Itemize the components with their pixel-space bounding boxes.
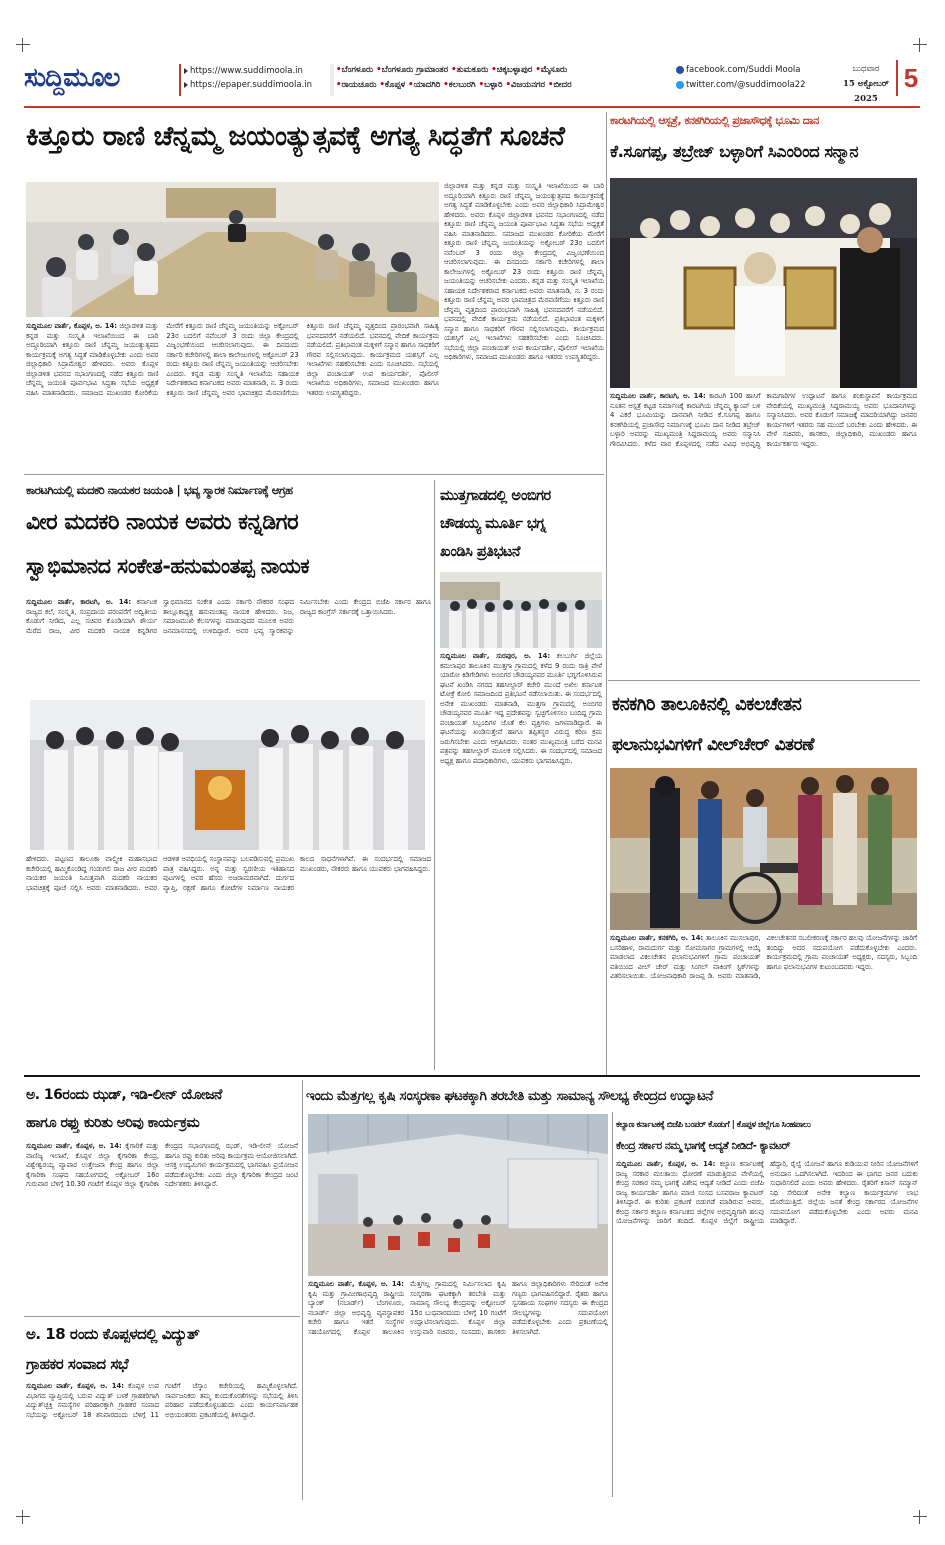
article1-text-continued: ಜಿಲ್ಲಾಡಳಿತ ಮತ್ತು ಕನ್ನಡ ಮತ್ತು ಸಂಸ್ಕೃತಿ ಇಲಾಖೆಯಿಂದ ಈ ಬಾರಿ ಅದ್ದೂರಿಯಾಗಿ ಕಿತ್ತೂರು ರಾಣಿ ಚೆನ್ನಮ್ಮ ಜಯಂತ್ಯುತ್ಸವದ ಕಾರ್ಯಕ್ರಮಕ್ಕೆ ಅಗತ್ಯ ಸಿದ್ಧತೆ ಮಾಡಿಕೊಳ್ಳಬೇಕು ಎಂದು ಅಪರ ಜಿಲ್ಲಾಧಿಕಾರಿ ಸಿದ್ರಾಮೇಶ್ವರ ಹೇಳಿದರು. ಅವರು ಕೊಪ್ಪಳ ಜಿಲ್ಲಾಡಳಿತ ಭವನದ ಸಭಾಂಗಣದಲ್ಲಿ ನಡೆದ ಕಿತ್ತೂರು ರಾಣಿ ಚೆನ್ನಮ್ಮ ಜಯಂತಿ ಪೂರ್ವಭಾವಿ ಸಿದ್ಧತಾ ಸಭೆಯ ಅಧ್ಯಕ್ಷತೆ ವಹಿಸಿ ಮಾತನಾಡಿದರು. ಸಮಾಜದ ಮುಖಂಡರ ಕೋರಿಕೆಯ ಮೇರೆಗೆ ಕಿತ್ತೂರು ರಾಣಿ ಚೆನ್ನಮ್ಮ ಜಯಂತಿಯನ್ನು ಅಕ್ಟೋಬರ್ 23ರ ಬದಲಿಗೆ ನವೆಂಬರ್ 3 ರಂದು ಜಿಲ್ಲಾ ಕೇಂದ್ರದಲ್ಲಿ ವಿಜೃಂಭಣೆಯಿಂದ ಆಚರಿಸಲಾಗುವುದು. ಈ ದಿನದಂದು ಸರ್ಕಾರಿ ಕಚೇರಿಗಳಲ್ಲಿ ಶಾಲಾ ಕಾಲೇಜುಗಳಲ್ಲಿ ಅಕ್ಟೋಬರ್ 23 ರಂದು ಕಿತ್ತೂರು ರಾಣಿ ಚೆನ್ನಮ್ಮ ಜಯಂತಿಯನ್ನು ಆಚರಿಸಬೇಕು ಎಂದರು. ಕನ್ನಡ ಮತ್ತು ಸಂಸ್ಕೃತಿ ಇಲಾಖೆಯ ಸಹಾಯಕ ನಿರ್ದೇಶಕರಾದ ಕರ್ನಾಟಕದ ಅವರು ಮಾತನಾಡಿ, ನ. 3 ರಂದು ಕಿತ್ತೂರು ರಾಣಿ ಚೆನ್ನಮ್ಮ ಅವರ ಭಾವಚಿತ್ರದ ಮೆರವಣಿಗೆಯು ಕಿತ್ತೂರು ರಾಣಿ ಚೆನ್ನಮ್ಮ ವೃತ್ತದಿಂದ ಪ್ರಾರಂಭವಾಗಿ ಸಾಹಿತ್ಯ ಭವನದವರೆಗೆ ನಡೆಯಲಿದೆ. ಭವನದಲ್ಲಿ ವೇದಿಕೆ ಕಾರ್ಯಕ್ರಮ ನಡೆಯಲಿದೆ. ಪ್ರತಿಭಾವಂತ ಮಕ್ಕಳಿಗೆ ಸನ್ಮಾನ ಹಾಗೂ ಸಾಧಕರಿಗೆ ಗೌರವ ಸಲ್ಲಿಸಲಾಗುವುದು. ಕಾರ್ಯಕ್ರಮದ ಯಶಸ್ಸಿಗೆ ಎಲ್ಲ ಇಲಾಖೆಗಳು ಸಹಕರಿಸಬೇಕು ಎಂದು ಸೂಚಿಸಿದರು. ಸಭೆಯಲ್ಲಿ ಜಿಲ್ಲಾ ಪಂಚಾಯತ್ ಉಪ ಕಾರ್ಯದರ್ಶಿ, ಪೊಲೀಸ್ ಇಲಾಖೆಯ ಅಧಿಕಾರಿಗಳು, ಸಮಾಜದ ಮುಖಂಡರು ಹಾಗೂ ಇತರರು ಉಪಸ್ಥಿತರಿದ್ದರು. (444, 182, 604, 361)
article6-body (26, 1142, 298, 1310)
article2-dateline: ಸುದ್ದಿಮೂಲ ವಾರ್ತೆ, ಕಾರಟಗಿ, ಅ. 14: (610, 392, 706, 400)
article2-text: ಕಾರಟಗಿ 100 ಹಾಸಿಗೆ ನೂತನ ಆಸ್ಪತ್ರೆ ಕಟ್ಟಡ ನಿರ್ಮಾಣಕ್ಕೆ ಕಾರಟಗಿಯ ಚೆನ್ನಮ್ಮ ಕ್ಯಾಂಪ್ ಬಳಿ 4 ಎಕರೆ ಭೂಮಿಯನ್ನು ದಾನವಾಗಿ ನೀಡಿದ ಕೆ.ಸೂಗಪ್ಪ ಹಾಗೂ ಕನಕಗಿರಿಯಲ್ಲಿ ಪ್ರಜಾಸೌಧ ನಿರ್ಮಾಣಕ್ಕೆ ಭೂಮಿ ದಾನ ನೀಡಿದ ತಬ್ರೇಜ್ ಬಳ್ಳಾರಿ ಅವರನ್ನು ಮುಖ್ಯಮಂತ್ರಿ ಸಿದ್ದರಾಮಯ್ಯ ಅವರು ಸನ್ಮಾನಿಸಿ ಗೌರವಿಸಿದರು. ಕಳೆದ ವಾರ ಕೊಪ್ಪಳದಲ್ಲಿ ನಡೆದ ವಿವಿಧ ಅಭಿವೃದ್ಧಿ ಕಾಮಗಾರಿಗಳ ಉದ್ಘಾಟನೆ ಹಾಗೂ ಶಂಕುಸ್ಥಾಪನೆ ಕಾರ್ಯಕ್ರಮದ ವೇದಿಕೆಯಲ್ಲಿ ಮುಖ್ಯಮಂತ್ರಿ ಸಿದ್ದರಾಮಯ್ಯ ಅವರು ಭೂದಾನಿಗಳನ್ನು ಸನ್ಮಾನಿಸಿದರು. ಅವರ ಕೊಡುಗೆ ಸಮಾಜಕ್ಕೆ ಮಾದರಿಯಾಗಿದ್ದು ಜನಪರ ಕಾರ್ಯಗಳಿಗೆ ಇತರರು ಸಹ ಮುಂದೆ ಬರಬೇಕು ಎಂದು ಹೇಳಿದರು. ಈ ವೇಳೆ ಸಚಿವರು, ಶಾಸಕರು, ಜಿಲ್ಲಾಧಿಕಾರಿ, ಮುಖಂಡರು ಹಾಗೂ ಕಾರ್ಯಕರ್ತರು ಇದ್ದರು. (610, 392, 917, 448)
article3-headline-line2: ಸ್ವಾಭಿಮಾನದ ಸಂಕೇತ-ಹನುಮಂತಪ್ಪ ನಾಯಕ (26, 554, 310, 578)
article6-headline-line2: ಹಾಗೂ ರಫ್ತು ಕುರಿತು ಅರಿವು ಕಾರ್ಯಕ್ರಮ (26, 1115, 200, 1131)
article1-body-right (444, 182, 604, 467)
facebook-icon (676, 66, 684, 74)
district-row-2: •ರಾಯಚೂರು •ಕೊಪ್ಪಳ •ಯಾದಗಿರಿ •ಕಲಬುರಗಿ •ಬಳ್ಳಾರಿ •ವಿಜಯನಗರ •ಬೀದರ (336, 80, 572, 90)
logo-divider (179, 64, 181, 96)
article7-dateline: ಸುದ್ದಿಮೂಲ ವಾರ್ತೆ, ಕೊಪ್ಪಳ, ಅ. 14: (26, 1382, 124, 1390)
registration-mark (913, 1510, 927, 1524)
processing-centre-photo (308, 1114, 608, 1276)
twitter-link[interactable]: twitter.com/@suddimoola22 (676, 78, 838, 93)
article7-text: ಕೊಪ್ಪಳ ಉಪ ವಿಭಾಗದ ವ್ಯಾಪ್ತಿಯಲ್ಲಿ ಬರುವ ವಿದ್ಯುತ್ ಬಳಕೆ ಗ್ರಾಹಕರಿಗಾಗಿ ವಿದ್ಯುತ್‌ಚ್ಛಕ್ತಿ ಸಮಸ್ಯೆಗಳ ಪರಿಹಾರಕ್ಕಾಗಿ ಗ್ರಾಹಕರ ಸಂವಾದ ಸಭೆಯನ್ನು ಅಕ್ಟೋಬರ್ 18 ಶನಿವಾರದಂದು ಬೆಳಿಗ್ಗೆ 11 ಗಂಟೆಗೆ ಜೆಸ್ಕಾಂ ಕಚೇರಿಯಲ್ಲಿ ಹಮ್ಮಿಕೊಳ್ಳಲಾಗಿದೆ. ಸಾರ್ವಜನಿಕರು ತಮ್ಮ ಕುಂದುಕೊರತೆಗಳನ್ನು ಸಭೆಯಲ್ಲಿ ತಿಳಿಸಿ ಪರಿಹಾರ ಪಡೆದುಕೊಳ್ಳಬಹುದು ಎಂದು ಕಾರ್ಯನಿರ್ವಾಹಕ ಅಭಿಯಂತರರು ಪ್ರಕಟಣೆಯಲ್ಲಿ ತಿಳಿಸಿದ್ದಾರೆ. (26, 1382, 298, 1419)
article3-text-bottom: ಹೇಳಿದರು. ಪಟ್ಟಣದ ತಾಲೂಕಾ ವಾಲ್ಮೀಕಿ ಮಹಾಸಭಾದ ಕಚೇರಿಯಲ್ಲಿ ಹಮ್ಮಿಕೊಂಡಿದ್ದ ಗಂಡುಗಲಿ ರಾಜ ವೀರ ಮದಕರಿ ನಾಯಕರ ಜಯಂತಿ ನಿಮಿತ್ತವಾಗಿ ಮದಕರಿ ನಾಯಕರ ಭಾವಚಿತ್ರಕ್ಕೆ ಪೂಜೆ ಸಲ್ಲಿಸಿ ಅವರು ಮಾತನಾಡಿದರು. ಅವರ ಆಡಳಿತ ಅವಧಿಯಲ್ಲಿ ಸಂಸ್ಥಾನವನ್ನು ಬಲಪಡಿಸುವಲ್ಲಿ ಪ್ರಮುಖ ಪಾತ್ರ ವಹಿಸಿದ್ದರು. ಅನ್ನ ಮತ್ತು ಸ್ವರಣೀಯ ಇತಿಹಾಸದ ಪುಟಗಳಲ್ಲಿ ಅವರ ಹೆಸರು ಅಜರಾಮರವಾಗಿದೆ. ದುರ್ಗದ ವ್ಯಾಪ್ತಿ, ರಕ್ಷಣೆ ಹಾಗೂ ಕೋಟೆಗಳ ನಿರ್ಮಾಣ ನಾಯಕರ ಕಾಲದ ಸಾಧನೆಗಳಾಗಿವೆ. ಈ ಸಂದರ್ಭದಲ್ಲಿ ಸಮಾಜದ ಮುಖಂಡರು, ನೌಕರರು ಹಾಗೂ ಯುವಕರು ಭಾಗವಹಿಸಿದ್ದರು. (26, 855, 431, 892)
article4-headline-line1: ಮುತ್ತಗಾಡದಲ್ಲಿ ಅಂಬಿಗರ (440, 488, 551, 504)
article8-text: ಕೃಷಿ ಮತ್ತು ಗ್ರಾಮೀಣಾಭಿವೃದ್ಧಿ ರಾಷ್ಟ್ರೀಯ ಬ್ಯಾಂಕ್ (ನಬಾರ್ಡ್) ಬೆಂಗಳೂರು, ನಬಾರ್ಡ್ ಜಿಲ್ಲಾ ಅಭಿವೃದ್ಧಿ ವ್ಯವಸ್ಥಾಪಕರ ಕಚೇರಿ ಹಾಗೂ ಇತರೆ ಸಂಸ್ಥೆಗಳ ಸಹಯೋಗದಲ್ಲಿ ಕೊಪ್ಪಳ ತಾಲೂಕಿನ ಮೆತ್ತಗಲ್ಲ ಗ್ರಾಮದಲ್ಲಿ ನಿರ್ಮಿಸಲಾದ ಕೃಷಿ ಸಂಸ್ಕರಣಾ ಘಟಕಕ್ಕಾಗಿ ತರಬೇತಿ ಮತ್ತು ಸಾಮಾನ್ಯ ಸೌಲಭ್ಯ ಕೇಂದ್ರವನ್ನು ಅಕ್ಟೋಬರ್ 15ರ ಬುಧವಾರದಂದು ಬೆಳಿಗ್ಗೆ 10 ಗಂಟೆಗೆ ಉದ್ಘಾಟಿಸಲಾಗುವುದು. ಕೊಪ್ಪಳ ಜಿಲ್ಲಾ ಉಸ್ತುವಾರಿ ಸಚಿವರು, ಸಂಸದರು, ಶಾಸಕರು ಹಾಗೂ ಜಿಲ್ಲಾಧಿಕಾರಿಗಳು ಸೇರಿದಂತೆ ಅನೇಕ ಗಣ್ಯರು ಭಾಗವಹಿಸಲಿದ್ದಾರೆ. ರೈತರು ಹಾಗೂ ಸ್ವಸಹಾಯ ಸಂಘಗಳ ಸದಸ್ಯರು ಈ ಕೇಂದ್ರದ ಸೌಲಭ್ಯಗಳನ್ನು ಸದುಪಯೋಗ ಪಡೆದುಕೊಳ್ಳಬೇಕು ಎಂದು ಪ್ರಕಟಣೆಯಲ್ಲಿ ತಿಳಿಸಲಾಗಿದೆ. (308, 1280, 608, 1336)
epaper-link[interactable]: https://epaper.suddimoola.in (184, 78, 334, 92)
divider (330, 64, 334, 96)
meeting-photo (26, 182, 439, 317)
article1-body (26, 322, 439, 467)
article2-body (610, 392, 917, 674)
article3-body-top (26, 598, 431, 696)
article4-headline-line3: ಖಂಡಿಸಿ ಪ್ರತಿಭಟನೆ (440, 544, 520, 560)
article4-text: ಕಲಬುರ್ಗಿ ಜಿಲ್ಲೆಯ ಕಮಲಾಪುರ ತಾಲೂಕಿನ ಮುತ್ತಗಾ ಗ್ರಾಮದಲ್ಲಿ ಕಳೆದ 9 ರಂದು ರಾತ್ರಿ ವೇಳೆ ಯಾರೋ ಕಿಡಿಗೇಡಿಗಳು ಅಂಬಿಗರ ಚೌಡಯ್ಯನವರ ಮೂರ್ತಿ ಭಗ್ನಗೊಳಿಸಿರುವ ಘಟನೆ ಖಂಡಿಸಿ ನಗರದ ತಹಸೀಲ್ದಾರ್ ಕಚೇರಿ ಮುಂದೆ ಅಖಿಲ ಕರ್ನಾಟಕ ಟೋಕ್ರೆ ಕೋಲಿ ಸಮಾಜದಿಂದ ಪ್ರತಿಭಟನೆ ನಡೆಸಲಾಯಿತು. ಈ ಸಂದರ್ಭದಲ್ಲಿ ಅನೇಕ ಮುಖಂಡರು ಮಾತನಾಡಿ, ಮುತ್ತಗಾ ಗ್ರಾಮದಲ್ಲಿ ಅಂಬಿಗರ ಚೌಡಯ್ಯನವರ ಮೂರ್ತಿ ಇದ್ದ ಪ್ರದೇಶವನ್ನು ಸ್ವಚ್ಛಗೊಳಿಸಲು ಬಂದಿದ್ದ ಗ್ರಾಮ ಪಂಚಾಯತ್ ಸಿಬ್ಬಂದಿಗಳ ಜೊತೆ ಕೆಲ ವ್ಯಕ್ತಿಗಳು ಜಗಳವಾಡಿದ್ದಾರೆ. ಈ ಘಟನೆಯನ್ನು ಖಂಡಿಸುತ್ತೇವೆ ಹಾಗೂ ತಪ್ಪಿತಸ್ಥರ ವಿರುದ್ಧ ಕಠಿಣ ಕ್ರಮ ಜರುಗಿಸಬೇಕು ಎಂದು ಆಗ್ರಹಿಸಿದರು. ನಂತರ ಮುಖ್ಯಮಂತ್ರಿ ಬರೆದ ಮನವಿ ಪತ್ರವನ್ನು ತಹಸೀಲ್ದಾರ್ ಮೂಲಕ ಸಲ್ಲಿಸಿದರು. ಈ ಸಂದರ್ಭದಲ್ಲಿ ಸಮಾಜದ ಅಧ್ಯಕ್ಷ ಹಾಗೂ ಪದಾಧಿಕಾರಿಗಳು, ಯುವಕರು ಭಾಗವಹಿಸಿದ್ದರು. (440, 652, 602, 765)
article9-headline-line2: ಕೇಂದ್ರ ಸರ್ಕಾರ ನಮ್ಮ ಭಾಗಕ್ಕೆ ಆದ್ಯತೆ ನೀಡಿದೆ- ಕ್ಯಾವಟರ್ (616, 1140, 791, 1152)
divider (896, 60, 898, 96)
section-rule (24, 1075, 920, 1077)
facebook-link[interactable]: facebook.com/Suddi Moola (676, 63, 838, 78)
article3-kicker: ಕಾರಟಗಿಯಲ್ಲಿ ಮದಕರಿ ನಾಯಕರ ಜಯಂತಿ | ಭವ್ಯ ಸ್ಮಾರಕ ನಿರ್ಮಾಣಕ್ಕೆ ಆಗ್ರಹ (26, 483, 293, 497)
column-rule (434, 480, 435, 1070)
protest-photo (440, 572, 602, 648)
article7-headline-line1: ಅ. 18 ರಂದು ಕೊಪ್ಪಳದಲ್ಲಿ ವಿದ್ಯುತ್ (26, 1325, 200, 1343)
article5-headline-line2: ಫಲಾನುಭವಿಗಳಿಗೆ ವೀಲ್‌ಚೇರ್ ವಿತರಣೆ (612, 735, 814, 755)
article9-headline-line1: ಕಲ್ಯಾಣ ಕರ್ನಾಟಕಕ್ಕೆ ಬಿಜೆಪಿ ಬಂಪರ್ ಕೊಡುಗೆ | ಕೊಪ್ಪಳ ಜಿಲ್ಲೆಗೂ ಸಿಂಹಪಾಲು (616, 1120, 811, 1130)
article9-text: ಕಲ್ಯಾಣ ಕರ್ನಾಟಕಕ್ಕೆ ರಾಜ್ಯ ಸರಕಾರ ಮಲತಾಯಿ ಧೋರಣೆ ಮಾಡುತ್ತಿರುವ ವೇಳೆಯಲ್ಲಿ ಕೇಂದ್ರ ಸರಕಾರ ನಮ್ಮ ಭಾಗಕ್ಕೆ ವಿಶೇಷ ಆದ್ಯತೆ ನೀಡಿದೆ ಎಂದು ಬಿಜೆಪಿ ರಾಜ್ಯ ಕಾರ್ಯದರ್ಶಿ ಹಾಗೂ ಮಾಜಿ ಸಂಸದ ಬಸವರಾಜ ಕ್ಯಾವಟರ್ ತಿಳಿಸಿದ್ದಾರೆ. ಈ ಕುರಿತು ಪ್ರಕಟಣೆ ಬಿಡುಗಡೆ ಮಾಡಿರುವ ಅವರು, ಕೇಂದ್ರ ಸರ್ಕಾರ ಕಲ್ಯಾಣ ಕರ್ನಾಟಕದ ಜಿಲ್ಲೆಗಳ ಅಭಿವೃದ್ಧಿಗಾಗಿ ಹಲವು ಯೋಜನೆಗಳನ್ನು ಜಾರಿಗೆ ತಂದಿದೆ. ಕೊಪ್ಪಳ ಜಿಲ್ಲೆಗೆ ರಾಷ್ಟ್ರೀಯ ಹೆದ್ದಾರಿ, ರೈಲ್ವೆ ಯೋಜನೆ ಹಾಗೂ ಕುಡಿಯುವ ನೀರಿನ ಯೋಜನೆಗಳಿಗೆ ಅನುದಾನ ಒದಗಿಸಲಾಗಿದೆ. ಇದರಿಂದ ಈ ಭಾಗದ ಜನರ ಬದುಕು ಸುಧಾರಿಸಲಿದೆ ಎಂದು ಅವರು ಹೇಳಿದರು. ರೈತರಿಗೆ ಕಿಸಾನ್ ಸಮ್ಮಾನ್ ನಿಧಿ ಸೇರಿದಂತೆ ಅನೇಕ ಕಲ್ಯಾಣ ಕಾರ್ಯಕ್ರಮಗಳ ಲಾಭ ದೊರೆಯುತ್ತಿದೆ. ಜಿಲ್ಲೆಯ ಜನತೆ ಕೇಂದ್ರ ಸರ್ಕಾರದ ಯೋಜನೆಗಳ ಸದುಪಯೋಗ ಪಡೆದುಕೊಳ್ಳಬೇಕು ಎಂದು ಅವರು ಮನವಿ ಮಾಡಿದ್ದಾರೆ. (616, 1160, 918, 1225)
article7-body (26, 1382, 298, 1494)
section-rule (608, 680, 920, 681)
article1-dateline: ಸುದ್ದಿಮೂಲ ವಾರ್ತೆ, ಕೊಪ್ಪಳ, ಅ. 14: (26, 322, 117, 330)
weekday: ಬುಧವಾರ (852, 64, 880, 74)
jayanti-group-photo (30, 700, 425, 850)
section-rule (24, 474, 604, 475)
registration-mark (913, 38, 927, 52)
masthead-rule (24, 106, 920, 108)
date-block (830, 62, 902, 107)
website-link[interactable]: https://www.suddimoola.in (184, 64, 334, 78)
article8-dateline: ಸುದ್ದಿಮೂಲ ವಾರ್ತೆ, ಕೊಪ್ಪಳ, ಅ. 14: (308, 1280, 404, 1288)
article4-dateline: ಸುದ್ದಿಮೂಲ ವಾರ್ತೆ, ಸುರಪುರ, ಅ. 14: (440, 652, 551, 660)
column-rule (302, 1080, 303, 1500)
article5-headline-line1: ಕನಕಗಿರಿ ತಾಲೂಕಿನಲ್ಲಿ ವಿಕಲಚೇತನ (612, 694, 802, 715)
date: 15 ಅಕ್ಟೋಬರ್ 2025 (842, 79, 890, 104)
article6-text: ಕೈಗಾರಿಕೆ ಮತ್ತು ವಾಣಿಜ್ಯ ಇಲಾಖೆ, ಕೊಪ್ಪಳ ಜಿಲ್ಲಾ ಕೈಗಾರಿಕಾ ಕೇಂದ್ರ, ವಿಶ್ವೇಶ್ವರಯ್ಯ ವ್ಯಾಪಾರ ಉತ್ತೇಜನಾ ಕೇಂದ್ರ ಹಾಗೂ ಜಿಲ್ಲಾ ಕೈಗಾರಿಕಾ ಸಂಘದ ಸಹಯೋಗದಲ್ಲಿ ಅಕ್ಟೋಬರ್ 16ರ ಗುರುವಾರ ಬೆಳಿಗ್ಗೆ 10.30 ಗಂಟೆಗೆ ಕೊಪ್ಪಳ ಜಿಲ್ಲಾ ಕೈಗಾರಿಕಾ ಕೇಂದ್ರದ ಸಭಾಂಗಣದಲ್ಲಿ ಝಡ್, ಇಡಿ-ಲೀನ್ ಯೋಜನೆ ಹಾಗೂ ರಫ್ತು ಕುರಿತು ಅರಿವು ಕಾರ್ಯಕ್ರಮ ಆಯೋಜಿಸಲಾಗಿದೆ. ಆಸಕ್ತ ಉದ್ಯಮಿಗಳು ಕಾರ್ಯಕ್ರಮದಲ್ಲಿ ಭಾಗವಹಿಸಿ ಪ್ರಯೋಜನ ಪಡೆದುಕೊಳ್ಳಬೇಕು ಎಂದು ಜಿಲ್ಲಾ ಕೈಗಾರಿಕಾ ಕೇಂದ್ರದ ಜಂಟಿ ನಿರ್ದೇಶಕರು ತಿಳಿಸಿದ್ದಾರೆ. (26, 1142, 298, 1188)
district-row-1: •ಬೆಂಗಳೂರು •ಬೆಂಗಳೂರು ಗ್ರಾಮಾಂತರ •ತುಮಕೂರು •ಚಿಕ್ಕಬಳ್ಳಾಪುರ •ಮೈಸೂರು (336, 65, 568, 75)
article9-dateline: ಸುದ್ದಿಮೂಲ ವಾರ್ತೆ, ಕೊಪ್ಪಳ, ಅ. 14: (616, 1160, 716, 1168)
article3-dateline: ಸುದ್ದಿಮೂಲ ವಾರ್ತೆ, ಕಾರಟಗಿ, ಅ. 14: (26, 598, 132, 606)
article8-headline: ಇಂದು ಮೆತ್ತಗಲ್ಲ ಕೃಷಿ ಸಂಸ್ಕರಣಾ ಘಟಕಕ್ಕಾಗಿ ತರಬೇತಿ ಮತ್ತು ಸಾಮಾನ್ಯ ಸೌಲಭ್ಯ ಕೇಂದ್ರದ ಉದ್ಘಾಟನೆ (306, 1088, 713, 1104)
article5-body (610, 934, 917, 1072)
article5-dateline: ಸುದ್ದಿಮೂಲ ವಾರ್ತೆ, ಕನಕಗಿರಿ, ಅ. 14: (610, 934, 704, 942)
registration-mark (16, 1510, 30, 1524)
wheelchair-distribution-photo (610, 768, 917, 930)
registration-mark (16, 38, 30, 52)
masthead (24, 58, 920, 102)
column-rule (612, 1112, 613, 1497)
article3-body-bottom (26, 855, 431, 1067)
article6-dateline: ಸುದ್ದಿಮೂಲ ವಾರ್ತೆ, ಕೊಪ್ಪಳ, ಅ. 14: (26, 1142, 122, 1150)
article4-body (440, 652, 602, 1067)
article2-kicker: ಕಾರಟಗಿಯಲ್ಲಿ ಆಸ್ಪತ್ರೆ, ಕನಕಗಿರಿಯಲ್ಲಿ ಪ್ರಜಾಸೌಧಕ್ಕೆ ಭೂಮಿ ದಾನ (610, 114, 819, 127)
article3-text-top: ಕರ್ನಾಟಕ ರಾಜ್ಯದ ಕಲೆ, ಸಂಸ್ಕೃತಿ, ಸಂಪ್ರದಾಯ ಪರಂಪರೆಗೆ ಅದ್ವಿತೀಯ ಕೊಡುಗೆ ನೀಡಿದ, ಎಲ್ಲ ಸಚಿವರ ಕೊಂಡಿಯಾಗಿ ಶೌರ್ಯ ಮೆರೆದ ರಾಜ, ವೀರ ಮದಕರಿ ನಾಯಕ ಕನ್ನಡಿಗರ ಸ್ವಾಭಿಮಾನದ ಸಂಕೇತ ಎಂದು ಸರ್ಕಾರಿ ನೌಕರರ ಸಂಘದ ತಾಲ್ಲೂಕಾಧ್ಯಕ್ಷ ಹನುಮಂತಪ್ಪ ನಾಯಕ ಹೇಳಿದರು. ನಿಜ, ಸಮಾಜಮುಖಿ ಕೆಲಸಗಳನ್ನು ಮಾಡುವುದರ ಮೂಲಕ ಅವರು ಜನಮಾನಸದಲ್ಲಿ ಉಳಿದಿದ್ದಾರೆ. ಅವರ ಭವ್ಯ ಸ್ಮಾರಕವನ್ನು ನಿರ್ಮಿಸಬೇಕು ಎಂದು ಕೇಂದ್ರದ ಬಿಜೆಪಿ ಸರ್ಕಾರ ಹಾಗೂ ರಾಜ್ಯದ ಕಾಂಗ್ರೆಸ್ ಸರ್ಕಾರಕ್ಕೆ ಒತ್ತಾಯಿಸಿದರು. (26, 598, 431, 635)
social-links (676, 63, 838, 93)
district-list (336, 63, 696, 93)
twitter-icon (676, 81, 684, 89)
logo: ಸುದ್ದಿಮೂಲ (24, 63, 120, 93)
article9-body (616, 1160, 918, 1495)
felicitation-photo (610, 178, 917, 388)
article5-text: ತಾಲೂಕಿನ ಮುಸಲಾಪುರ, ಬಸರಿಹಾಳ, ರಾಮದುರ್ಗ ಮತ್ತು ಸೋಮಸಾಗರ ಗ್ರಾಮಗಳಲ್ಲಿ ಆಯ್ಕೆ ಮಾಡಲಾದ ವಿಕಲಚೇತನ ಫಲಾನುಭವಿಗಳಿಗೆ ಗ್ರಾಮ ಪಂಚಾಯತ್ ವತಿಯಿಂದ ವೀಲ್ ಚೇರ್ ಮತ್ತು ಸಿಂಗಲ್ ವಾಕಿಂಗ್ ಸ್ಟಿಕ್‌ಗಳನ್ನು ವಿತರಿಸಲಾಯಿತು. ಯೋಜನಾಧಿಕಾರಿ ರಾಜಪ್ಪ ಡಿ. ಅವರು ಮಾತನಾಡಿ, ವಿಕಲಚೇತನರ ಸಬಲೀಕರಣಕ್ಕೆ ಸರ್ಕಾರ ಹಲವು ಯೋಜನೆಗಳನ್ನು ಜಾರಿಗೆ ತಂದಿದ್ದು ಅದರ ಸದುಪಯೋಗ ಪಡೆದುಕೊಳ್ಳಬೇಕು ಎಂದರು. ಕಾರ್ಯಕ್ರಮದಲ್ಲಿ ಗ್ರಾಮ ಪಂಚಾಯತ್ ಅಧ್ಯಕ್ಷರು, ಸದಸ್ಯರು, ಸಿಬ್ಬಂದಿ ಹಾಗೂ ಫಲಾನುಭವಿಗಳ ಕುಟುಂಬದವರು ಇದ್ದರು. (610, 934, 917, 980)
article3-headline-line1: ವೀರ ಮದಕರಿ ನಾಯಕ ಅವರು ಕನ್ನಡಿಗರ (26, 510, 299, 535)
masthead-links (184, 64, 334, 92)
section-rule (24, 1316, 300, 1317)
article1-headline: ಕಿತ್ತೂರು ರಾಣಿ ಚೆನ್ನಮ್ಮ ಜಯಂತ್ಯುತ್ಸವಕ್ಕೆ ಅಗತ್ಯ ಸಿದ್ಧತೆಗೆ ಸೂಚನೆ (26, 121, 565, 152)
article2-headline: ಕೆ.ಸೂಗಪ್ಪ, ತಬ್ರೇಜ್ ಬಳ್ಳಾರಿಗೆ ಸಿಎಂರಿಂದ ಸನ್ಮಾನ (610, 142, 859, 161)
chevron-right-icon (184, 68, 188, 74)
page-number: 5 (903, 63, 919, 93)
column-rule (606, 112, 607, 1077)
article6-headline-line1: ಅ. 16ರಂದು ಝಡ್, ಇಡಿ-ಲೀನ್ ಯೋಜನೆ (26, 1087, 222, 1103)
article7-headline-line2: ಗ್ರಾಹಕರ ಸಂವಾದ ಸಭೆ (26, 1355, 129, 1373)
chevron-right-icon (184, 82, 188, 88)
article4-headline-line2: ಚೌಡಯ್ಯ ಮೂರ್ತಿ ಭಗ್ನ (440, 516, 546, 532)
article8-body (308, 1280, 608, 1495)
article1-text: ಜಿಲ್ಲಾಡಳಿತ ಮತ್ತು ಕನ್ನಡ ಮತ್ತು ಸಂಸ್ಕೃತಿ ಇಲಾಖೆಯಿಂದ ಈ ಬಾರಿ ಅದ್ದೂರಿಯಾಗಿ ಕಿತ್ತೂರು ರಾಣಿ ಚೆನ್ನಮ್ಮ ಜಯಂತ್ಯುತ್ಸವದ ಕಾರ್ಯಕ್ರಮಕ್ಕೆ ಅಗತ್ಯ ಸಿದ್ಧತೆ ಮಾಡಿಕೊಳ್ಳಬೇಕು ಎಂದು ಅಪರ ಜಿಲ್ಲಾಧಿಕಾರಿ ಸಿದ್ರಾಮೇಶ್ವರ ಹೇಳಿದರು. ಅವರು ಕೊಪ್ಪಳ ಜಿಲ್ಲಾಡಳಿತ ಭವನದ ಸಭಾಂಗಣದಲ್ಲಿ ನಡೆದ ಕಿತ್ತೂರು ರಾಣಿ ಚೆನ್ನಮ್ಮ ಜಯಂತಿ ಪೂರ್ವಭಾವಿ ಸಿದ್ಧತಾ ಸಭೆಯ ಅಧ್ಯಕ್ಷತೆ ವಹಿಸಿ ಮಾತನಾಡಿದರು. ಸಮಾಜದ ಮುಖಂಡರ ಕೋರಿಕೆಯ ಮೇರೆಗೆ ಕಿತ್ತೂರು ರಾಣಿ ಚೆನ್ನಮ್ಮ ಜಯಂತಿಯನ್ನು ಅಕ್ಟೋಬರ್ 23ರ ಬದಲಿಗೆ ನವೆಂಬರ್ 3 ರಂದು ಜಿಲ್ಲಾ ಕೇಂದ್ರದಲ್ಲಿ ವಿಜೃಂಭಣೆಯಿಂದ ಆಚರಿಸಲಾಗುವುದು. ಈ ದಿನದಂದು ಸರ್ಕಾರಿ ಕಚೇರಿಗಳಲ್ಲಿ ಶಾಲಾ ಕಾಲೇಜುಗಳಲ್ಲಿ ಅಕ್ಟೋಬರ್ 23 ರಂದು ಕಿತ್ತೂರು ರಾಣಿ ಚೆನ್ನಮ್ಮ ಜಯಂತಿಯನ್ನು ಆಚರಿಸಬೇಕು ಎಂದರು. ಕನ್ನಡ ಮತ್ತು ಸಂಸ್ಕೃತಿ ಇಲಾಖೆಯ ಸಹಾಯಕ ನಿರ್ದೇಶಕರಾದ ಕರ್ನಾಟಕದ ಅವರು ಮಾತನಾಡಿ, ನ. 3 ರಂದು ಕಿತ್ತೂರು ರಾಣಿ ಚೆನ್ನಮ್ಮ ಅವರ ಭಾವಚಿತ್ರದ ಮೆರವಣಿಗೆಯು ಕಿತ್ತೂರು ರಾಣಿ ಚೆನ್ನಮ್ಮ ವೃತ್ತದಿಂದ ಪ್ರಾರಂಭವಾಗಿ ಸಾಹಿತ್ಯ ಭವನದವರೆಗೆ ನಡೆಯಲಿದೆ. ಭವನದಲ್ಲಿ ವೇದಿಕೆ ಕಾರ್ಯಕ್ರಮ ನಡೆಯಲಿದೆ. ಪ್ರತಿಭಾವಂತ ಮಕ್ಕಳಿಗೆ ಸನ್ಮಾನ ಹಾಗೂ ಸಾಧಕರಿಗೆ ಗೌರವ ಸಲ್ಲಿಸಲಾಗುವುದು. ಕಾರ್ಯಕ್ರಮದ ಯಶಸ್ಸಿಗೆ ಎಲ್ಲ ಇಲಾಖೆಗಳು ಸಹಕರಿಸಬೇಕು ಎಂದು ಸೂಚಿಸಿದರು. ಸಭೆಯಲ್ಲಿ ಜಿಲ್ಲಾ ಪಂಚಾಯತ್ ಉಪ ಕಾರ್ಯದರ್ಶಿ, ಪೊಲೀಸ್ ಇಲಾಖೆಯ ಅಧಿಕಾರಿಗಳು, ಸಮಾಜದ ಮುಖಂಡರು ಹಾಗೂ ಇತರರು ಉಪಸ್ಥಿತರಿದ್ದರು. (26, 322, 439, 397)
